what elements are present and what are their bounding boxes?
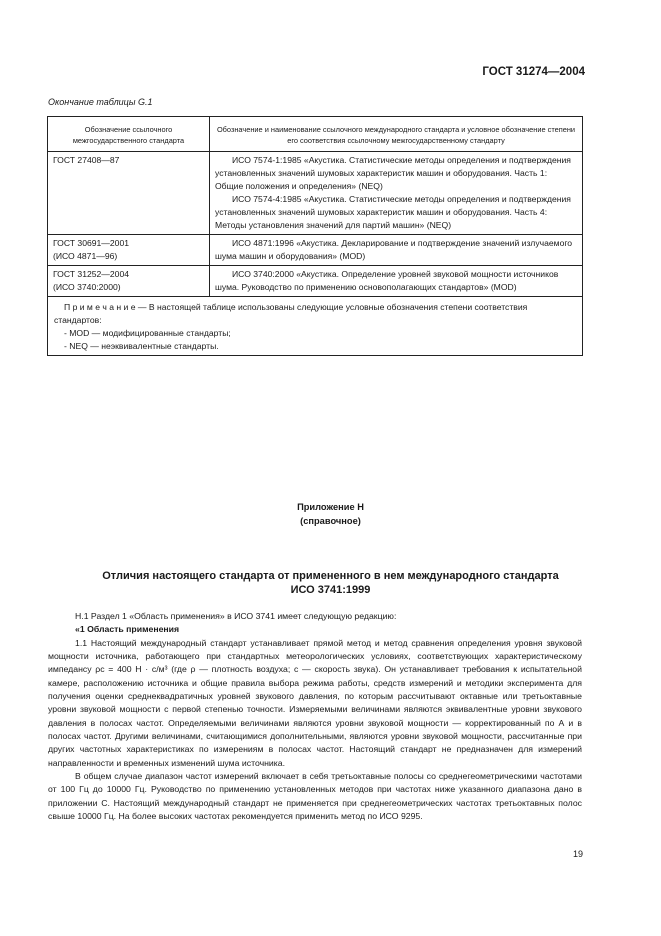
reference-table (47, 116, 583, 356)
note-item: - MOD — модифицированные стандарты; (64, 328, 231, 338)
column-header-iso: Обозначение и наименование ссылочного международного стандарта и условное обозначение степени его соответствия ссылочному межгосударственному стандарту (210, 117, 583, 152)
appendix-subtitle: (справочное) (300, 516, 361, 526)
iso-cell (210, 266, 583, 297)
gost-designation: ГОСТ 30691—2001 (53, 238, 130, 248)
column-header-gost: Обозначение ссылочного межгосударственного стандарта (48, 117, 210, 152)
iso-cell (210, 235, 583, 266)
table-caption: Окончание таблицы G.1 (48, 97, 153, 107)
gost-cell (48, 152, 210, 235)
iso-entry: ИСО 4871:1996 «Акустика. Декларирование и подтверждение значений излучаемого шума машин и оборудования» (MOD) (215, 238, 573, 261)
iso-entry: ИСО 7574-1:1985 «Акустика. Статистические методы определения и подтверждения установленных значений шумовых характеристик машин и оборудования. Часть 1: Общие положения и определения» (NEQ) (215, 155, 571, 191)
iso-entry: ИСО 3740:2000 «Акустика. Определение уровней звуковой мощности источников шума. Руководство по применению основополагающих стандартов» (MOD) (215, 269, 559, 292)
table-row (48, 235, 583, 266)
section-title (0, 569, 661, 597)
section-title-line: Отличия настоящего стандарта от примененного в нем международного стандарта (102, 570, 559, 582)
page-number: 19 (572, 849, 583, 859)
gost-cell (48, 235, 210, 266)
section-title-line: ИСО 3741:1999 (290, 584, 371, 596)
paragraph: 1.1 Настоящий международный стандарт устанавливает прямой метод и метод сравнения определения уровня звуковой мощности источника, работающего при стандартных метеорологических условиях, соответствующих характеристическому импедансу ρc = 400 Н · с/м³ (где ρ — плотность воздуха; с — скорость звука). Он устанавливает требования к испытательной камере, расположению источника и общие правила выбора режима работы, средств измерений и методики эксперимента для получения оценки среднеквадратичных уровней звукового давления, по которым рассчитывают октавные или третьоктавные уровни звуковой мощности с первой степенью точности. Измеряемыми величинами являются эквивалентные уровни звукового давления в полосах частот. Определяемыми величинами являются уровни звуковой мощности — корректированный по А и в полосах частот. Другими величинами, считающимися дополнительными, являются уровни звуковой мощности, рассчитанные при других частотных характеристиках по измерениям в полосах частот. Настоящий стандарт не предназначен для измерений направленности и временных изменений шума источника. (48, 637, 582, 768)
gost-designation: ГОСТ 31252—2004 (53, 269, 130, 279)
gost-designation: (ИСО 3740:2000) (53, 282, 121, 292)
gost-designation: ГОСТ 27408—87 (53, 155, 120, 165)
paragraph: В общем случае диапазон частот измерений включает в себя третьоктавные полосы со среднегеометрическими частотами от 100 Гц до 10000 Гц. Руководство по применению установленных методов при частотах ниже указанного диапазона дано в приложении С. Настоящий международный стандарт не применяется при среднегеометрических частотах третьоктавных полос свыше 10000 Гц. На более высоких частотах рекомендуется применить метод по ИСО 9295. (48, 771, 582, 822)
appendix-heading (0, 500, 661, 528)
gost-designation: (ИСО 4871—96) (53, 251, 118, 261)
iso-entry: ИСО 7574-4:1985 «Акустика. Статистические методы определения и подтверждения установленных значений шумовых характеристик машин и оборудования. Часть 4: Методы установления значений для партий машин» (NEQ) (215, 194, 571, 230)
note-text: П р и м е ч а н и е — В настоящей таблице использованы следующие условные обозначения степени соответствия стандартов: (54, 302, 528, 325)
body-text (48, 610, 582, 824)
paragraph-heading: «1 Область применения (75, 624, 180, 635)
table-row (48, 152, 583, 235)
document-header: ГОСТ 31274—2004 (482, 66, 585, 78)
appendix-title: Приложение Н (297, 502, 364, 512)
gost-cell (48, 266, 210, 297)
paragraph: Н.1 Раздел 1 «Область применения» в ИСО 3741 имеет следующую редакцию: (75, 611, 397, 621)
table-row (48, 266, 583, 297)
table-note-row (48, 297, 583, 356)
note-item: - NEQ — неэквивалентные стандарты. (64, 341, 219, 351)
iso-cell (210, 152, 583, 235)
table-header-row (48, 117, 583, 152)
table-note (48, 297, 583, 356)
